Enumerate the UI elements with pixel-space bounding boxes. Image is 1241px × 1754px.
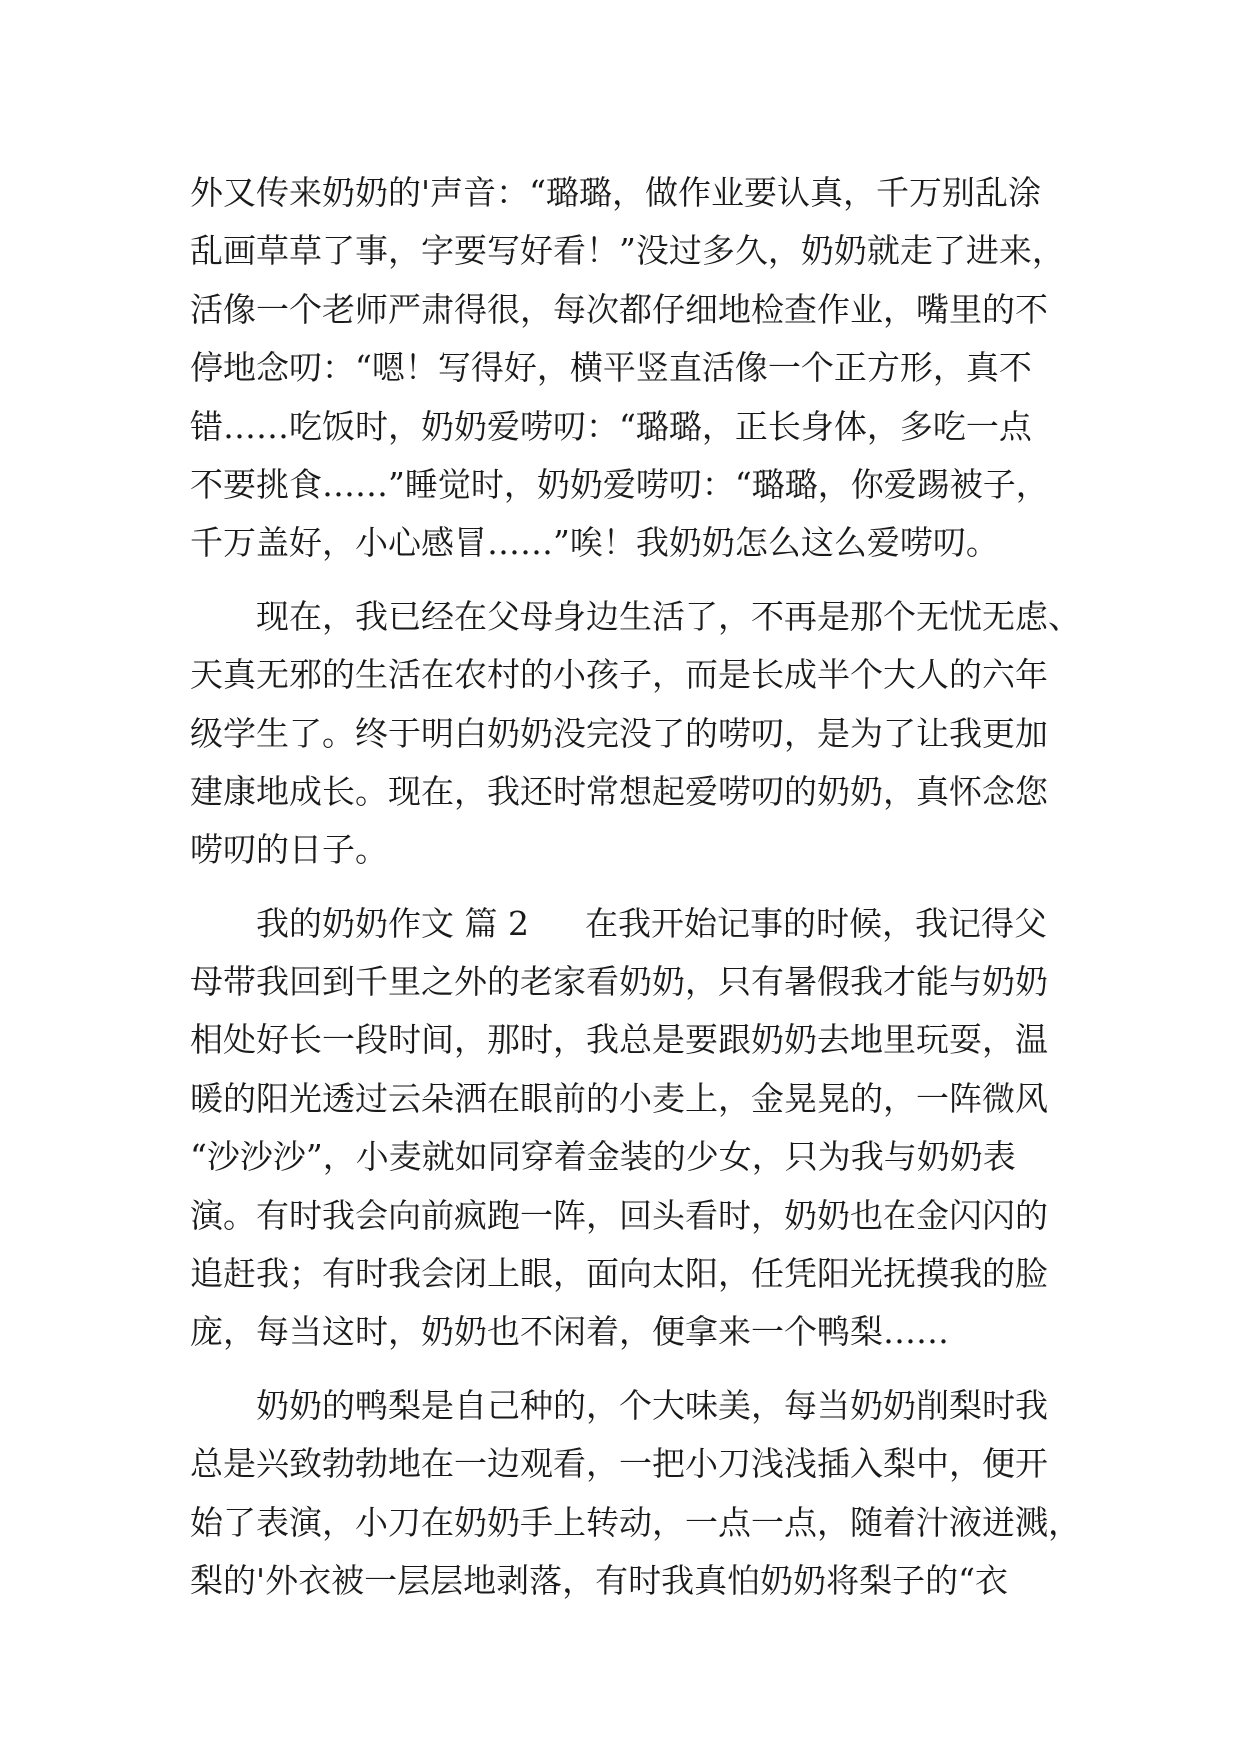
text-line: “沙沙沙”，小麦就如同穿着金装的少女，只为我与奶奶表 [190, 1137, 1016, 1177]
text-line: 母带我回到千里之外的老家看奶奶，只有暑假我才能与奶奶 [190, 962, 1048, 1002]
heading-follow-text: 在我开始记事的时候，我记得父 [584, 903, 1047, 943]
text-line: 乱画草草了事，字要写好看！”没过多久，奶奶就走了进来， [190, 231, 1065, 271]
heading-line [190, 895, 1060, 953]
text-line: 唠叨的日子。 [190, 830, 388, 870]
text-line: 停地念叨：“嗯！写得好，横平竖直活像一个正方形，真不 [190, 348, 1032, 388]
paragraph-gap [190, 1362, 1060, 1377]
text-line: 始了表演，小刀在奶奶手上转动，一点一点，随着汁液迸溅， [190, 1502, 1081, 1542]
text-line: 奶奶的鸭梨是自己种的，个大味美，每当奶奶削梨时我 [256, 1385, 1048, 1425]
text-line: 庞，每当这时，奶奶也不闲着，便拿来一个鸭梨…… [190, 1312, 949, 1352]
text-line: 现在，我已经在父母身边生活了，不再是那个无忧无虑、 [256, 596, 1081, 636]
text-line: 演。有时我会向前疯跑一阵，回头看时，奶奶也在金闪闪的 [190, 1195, 1048, 1235]
text-line: 总是兴致勃勃地在一边观看，一把小刀浅浅插入梨中，便开 [190, 1444, 1048, 1484]
text-line: 级学生了。终于明白奶奶没完没了的唠叨，是为了让我更加 [190, 713, 1048, 753]
text-line: 不要挑食……”睡觉时，奶奶爱唠叨：“璐璐，你爱踢被子， [190, 464, 1049, 504]
essay-body [190, 164, 1081, 1610]
text-line: 天真无邪的生活在农村的小孩子，而是长成半个大人的六年 [190, 655, 1048, 695]
text-line: 相处好长一段时间，那时，我总是要跟奶奶去地里玩耍，温 [190, 1020, 1048, 1060]
text-line: 暖的阳光透过云朵洒在眼前的小麦上，金晃晃的，一阵微风 [190, 1078, 1048, 1118]
text-line: 追赶我；有时我会闭上眼，面向太阳，任凭阳光抚摸我的脸 [190, 1254, 1048, 1294]
paragraph-4 [190, 1377, 1081, 1611]
paragraph-1 [190, 164, 1065, 573]
paragraph-gap [190, 573, 1060, 588]
paragraph-2 [190, 588, 1081, 880]
text-line: 千万盖好，小心感冒……”唉！我奶奶怎么这么爱唠叨。 [190, 523, 999, 563]
text-line: 错……吃饭时，奶奶爱唠叨：“璐璐，正长身体，多吃一点 [190, 406, 1032, 446]
text-line: 外又传来奶奶的'声音：“璐璐，做作业要认真，千万别乱涂 [190, 173, 1041, 212]
text-line: 建康地成长。现在，我还时常想起爱唠叨的奶奶，真怀念您 [190, 771, 1048, 811]
section-heading: 我的奶奶作文 篇 2 [256, 903, 529, 943]
text-line: 活像一个老师严肃得很，每次都仔细地检查作业，嘴里的不 [190, 289, 1048, 329]
paragraph-3 [190, 895, 1060, 1362]
paragraph-gap [190, 880, 1060, 895]
text-line: 梨的'外衣被一层层地剥落，有时我真怕奶奶将梨子的“衣 [190, 1560, 1008, 1600]
